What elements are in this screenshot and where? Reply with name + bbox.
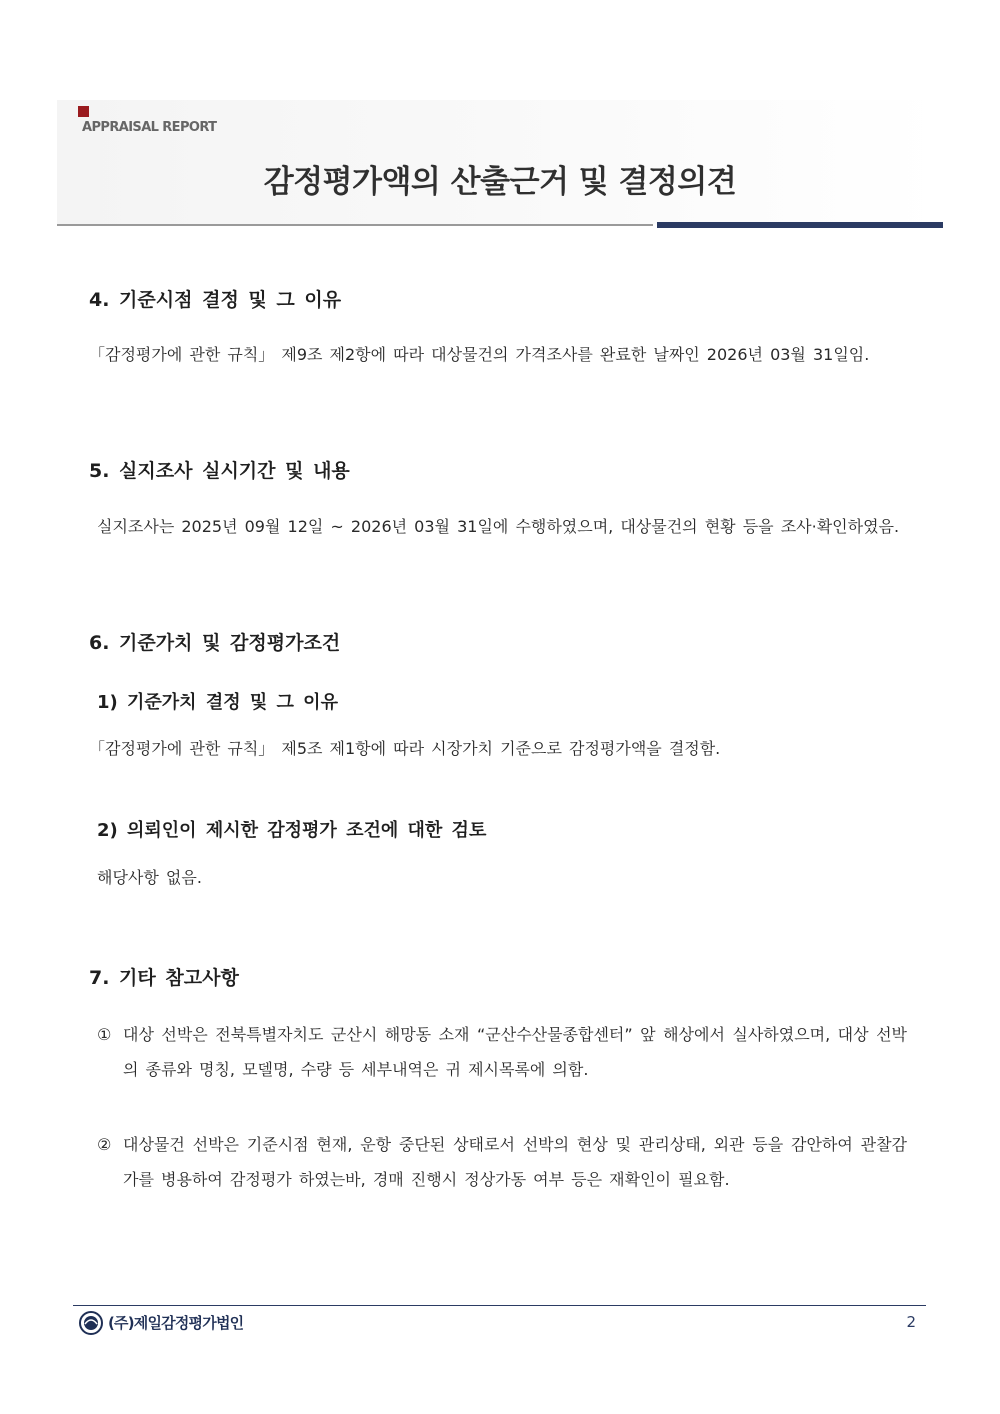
section-6-1-heading: 1) 기준가치 결정 및 그 이유 (97, 692, 338, 713)
section-6-2-body: 해당사항 없음. (97, 868, 202, 887)
page-title: 감정평가액의 산출근거 및 결정의견 (263, 164, 737, 200)
note-2-marker: ② (97, 1135, 112, 1154)
footer-company-name: (주)제일감정평가법인 (108, 1314, 244, 1332)
note-2-text: 대상물건 선박은 기준시점 현재, 운항 중단된 상태로서 선박의 현상 및 관리상태, 외관 등을 감안하여 관찰감가를 병용하여 감정평가 하였는바, 경매 진행시 정상가동 여부 등은 재확인이 필요함. (123, 1135, 907, 1189)
section-7-heading: 7. 기타 참고사항 (89, 967, 239, 989)
section-5-body: 실지조사는 2025년 09월 12일 ~ 2026년 03월 31일에 수행하였으며, 대상물건의 현황 등을 조사·확인하였음. (97, 517, 900, 536)
header-divider-gray (57, 224, 653, 226)
brand-mark-icon (78, 106, 89, 117)
note-1-marker: ① (97, 1025, 112, 1044)
note-2 (97, 1127, 907, 1197)
section-5-heading: 5. 실지조사 실시기간 및 내용 (89, 460, 350, 482)
section-6-1-body: 「감정평가에 관한 규칙」 제5조 제1항에 따라 시장가치 기준으로 감정평가액을 결정함. (89, 739, 721, 758)
section-4-heading: 4. 기준시점 결정 및 그 이유 (89, 289, 342, 311)
footer-divider (73, 1305, 926, 1306)
section-6-2-heading: 2) 의뢰인이 제시한 감정평가 조건에 대한 검토 (97, 820, 487, 841)
page-number: 2 (906, 1313, 916, 1331)
section-6-heading: 6. 기준가치 및 감정평가조건 (89, 632, 341, 654)
note-1 (97, 1017, 907, 1087)
section-4-body: 「감정평가에 관한 규칙」 제9조 제2항에 따라 대상물건의 가격조사를 완료한 날짜인 2026년 03월 31일임. (89, 345, 870, 364)
header-divider-navy (657, 222, 943, 228)
company-logo-icon (79, 1311, 103, 1335)
note-1-text: 대상 선박은 전북특별자치도 군산시 해망동 소재 “군산수산물종합센터” 앞 해상에서 실사하였으며, 대상 선박의 종류와 명칭, 모델명, 수량 등 세부내역은 귀 제시목록에 의함. (123, 1025, 907, 1079)
brand-label: APPRAISAL REPORT (82, 120, 217, 135)
